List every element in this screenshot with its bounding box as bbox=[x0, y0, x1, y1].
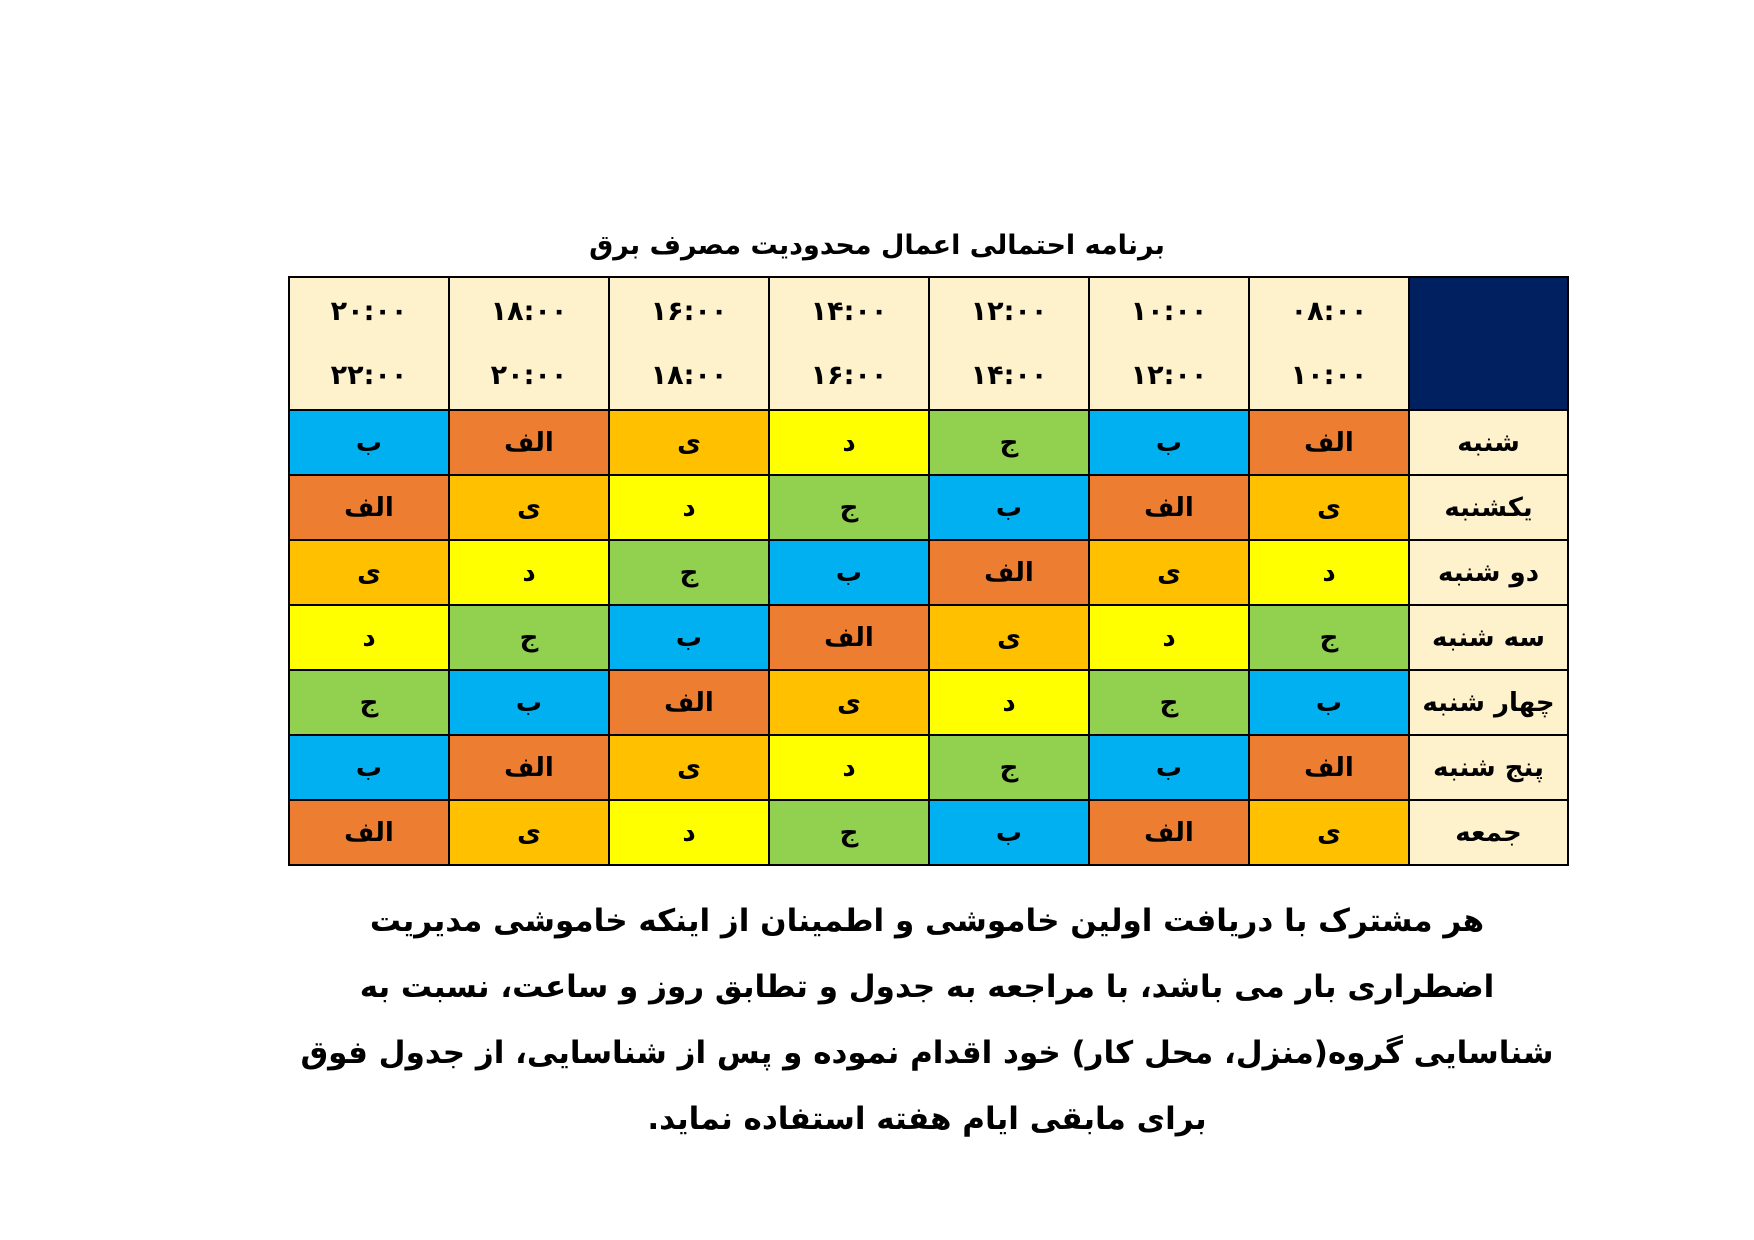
group-cell: الف bbox=[1249, 410, 1409, 475]
group-cell: ی bbox=[1249, 800, 1409, 865]
time-slot-header bbox=[769, 277, 929, 410]
group-cell: الف bbox=[449, 735, 609, 800]
group-cell: ب bbox=[449, 670, 609, 735]
day-label: جمعه bbox=[1409, 800, 1568, 865]
table-row bbox=[289, 735, 1568, 800]
group-cell: الف bbox=[289, 800, 449, 865]
group-cell: ج bbox=[449, 605, 609, 670]
group-cell: د bbox=[1249, 540, 1409, 605]
group-cell: د bbox=[609, 475, 769, 540]
group-cell: د bbox=[609, 800, 769, 865]
header-row bbox=[289, 277, 1568, 410]
corner-cell bbox=[1409, 277, 1568, 410]
group-cell: ی bbox=[609, 735, 769, 800]
time-slot-end: ۱۶:۰۰ bbox=[810, 359, 888, 391]
group-cell: ب bbox=[769, 540, 929, 605]
group-cell: ب bbox=[1249, 670, 1409, 735]
time-slot-header bbox=[609, 277, 769, 410]
group-cell: الف bbox=[769, 605, 929, 670]
group-cell: ی bbox=[1089, 540, 1249, 605]
table-row bbox=[289, 540, 1568, 605]
group-cell: ج bbox=[1089, 670, 1249, 735]
group-cell: ج bbox=[609, 540, 769, 605]
table-row bbox=[289, 670, 1568, 735]
table-row bbox=[289, 475, 1568, 540]
group-cell: ب bbox=[289, 410, 449, 475]
day-label: سه شنبه bbox=[1409, 605, 1568, 670]
group-cell: ج bbox=[1249, 605, 1409, 670]
time-slot-end: ۱۰:۰۰ bbox=[1290, 359, 1368, 391]
group-cell: الف bbox=[1089, 800, 1249, 865]
group-cell: الف bbox=[929, 540, 1089, 605]
time-slot-start: ۱۶:۰۰ bbox=[650, 295, 728, 327]
group-cell: ب bbox=[1089, 735, 1249, 800]
time-slot-end: ۱۴:۰۰ bbox=[970, 359, 1048, 391]
group-cell: د bbox=[289, 605, 449, 670]
schedule-table bbox=[288, 276, 1569, 866]
table-row bbox=[289, 410, 1568, 475]
group-cell: ب bbox=[1089, 410, 1249, 475]
group-cell: ب bbox=[929, 800, 1089, 865]
group-cell: ی bbox=[449, 475, 609, 540]
table-row bbox=[289, 605, 1568, 670]
time-slot-end: ۱۲:۰۰ bbox=[1130, 359, 1208, 391]
day-label: چهار شنبه bbox=[1409, 670, 1568, 735]
time-slot-start: ۰۸:۰۰ bbox=[1290, 295, 1368, 327]
time-slot-start: ۲۰:۰۰ bbox=[330, 295, 408, 327]
time-slot-start: ۱۰:۰۰ bbox=[1130, 295, 1208, 327]
day-label: یکشنبه bbox=[1409, 475, 1568, 540]
time-slot-start: ۱۸:۰۰ bbox=[490, 295, 568, 327]
group-cell: الف bbox=[1249, 735, 1409, 800]
group-cell: ی bbox=[929, 605, 1089, 670]
time-slot-end: ۲۲:۰۰ bbox=[330, 359, 408, 391]
time-slot-end: ۲۰:۰۰ bbox=[490, 359, 568, 391]
day-label: دو شنبه bbox=[1409, 540, 1568, 605]
time-slot-end: ۱۸:۰۰ bbox=[650, 359, 728, 391]
time-slot-header bbox=[1089, 277, 1249, 410]
group-cell: ج bbox=[769, 800, 929, 865]
group-cell: ج bbox=[769, 475, 929, 540]
table-row bbox=[289, 800, 1568, 865]
group-cell: د bbox=[1089, 605, 1249, 670]
page-title: برنامه احتمالی اعمال محدودیت مصرف برق bbox=[589, 230, 1165, 261]
group-cell: ی bbox=[1249, 475, 1409, 540]
group-cell: ج bbox=[929, 735, 1089, 800]
group-cell: الف bbox=[609, 670, 769, 735]
group-cell: ی bbox=[769, 670, 929, 735]
time-slot-header bbox=[929, 277, 1089, 410]
time-slot-header bbox=[449, 277, 609, 410]
group-cell: الف bbox=[1089, 475, 1249, 540]
group-cell: د bbox=[769, 735, 929, 800]
group-cell: ب bbox=[609, 605, 769, 670]
instructions-paragraph: هر مشترک با دریافت اولین خاموشی و اطمینان از اینکه خاموشی مدیریت اضطراری بار می باشد، با مراجعه به جدول و تطابق روز و ساعت، نسبت به شناسایی گروه(منزل، محل کار) خود اقدام نموده و پس از شناسایی، از جدول فوق برای مابقی ایام هفته استفاده نماید. bbox=[300, 903, 1554, 1137]
time-slot-header bbox=[1249, 277, 1409, 410]
group-cell: ب bbox=[929, 475, 1089, 540]
group-cell: الف bbox=[289, 475, 449, 540]
group-cell: ی bbox=[609, 410, 769, 475]
day-label: شنبه bbox=[1409, 410, 1568, 475]
group-cell: الف bbox=[449, 410, 609, 475]
day-label: پنج شنبه bbox=[1409, 735, 1568, 800]
group-cell: ج bbox=[289, 670, 449, 735]
group-cell: د bbox=[929, 670, 1089, 735]
group-cell: ی bbox=[449, 800, 609, 865]
time-slot-start: ۱۲:۰۰ bbox=[970, 295, 1048, 327]
time-slot-start: ۱۴:۰۰ bbox=[810, 295, 888, 327]
time-slot-header bbox=[289, 277, 449, 410]
group-cell: ج bbox=[929, 410, 1089, 475]
group-cell: د bbox=[769, 410, 929, 475]
group-cell: ب bbox=[289, 735, 449, 800]
group-cell: ی bbox=[289, 540, 449, 605]
group-cell: د bbox=[449, 540, 609, 605]
